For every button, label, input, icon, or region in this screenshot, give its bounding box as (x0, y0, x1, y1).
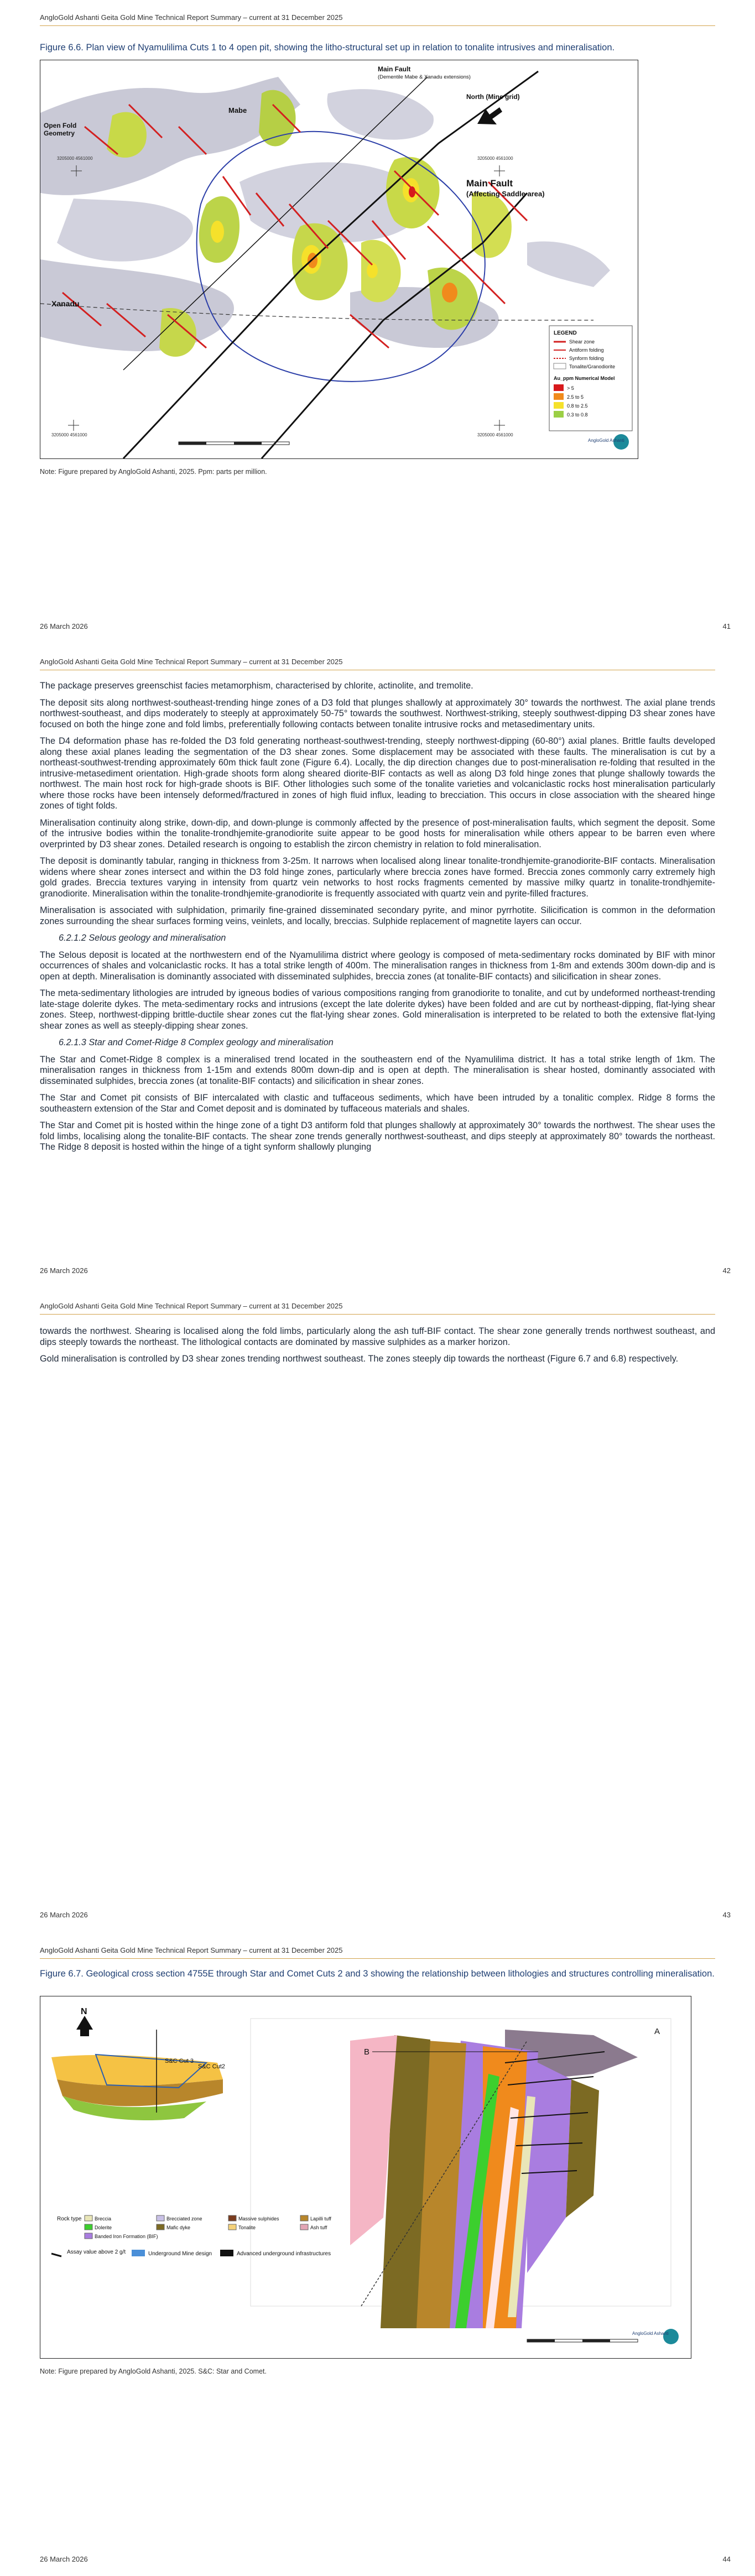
page-42 (0, 644, 755, 1289)
figure-note: Note: Figure prepared by AngloGold Ashanti, 2025. S&C: Star and Comet. (40, 2368, 267, 2375)
label-open-fold-1: Open Fold (44, 122, 77, 129)
label-open-fold-2: Geometry (44, 129, 75, 137)
legend-item: Shear zone (569, 339, 595, 345)
rock-swatch (85, 2233, 92, 2239)
map-graphic (40, 60, 638, 458)
rock-label: Lapilli tuff (310, 2216, 331, 2222)
label-main-fault-top: Main Fault (378, 65, 411, 73)
rock-label: Banded Iron Formation (BIF) (95, 2234, 158, 2239)
rock-label: Brecciated zone (166, 2216, 202, 2222)
label-main-fault-right: Main Fault (466, 178, 513, 189)
grade-label: 0.8 to 2.5 (567, 403, 588, 409)
paragraph: The Star and Comet pit consists of BIF intercalated with clastic and tuffaceous sediments, which have been intruded by a tonalitic complex. Ridge 8 forms the southeastern extension of the Star and Comet deposit and is dominated by tuffaceous materials and shales. (40, 1093, 715, 1114)
paragraph: Gold mineralisation is controlled by D3 shear zones trending northwest southeast. The zones steeply dip towards the northeast (Figure 6.7 and 6.8) respectively. (40, 1354, 679, 1364)
coord-label: 3205000 4561000 (57, 156, 93, 161)
figure-caption: Figure 6.7. Geological cross section 4755E through Star and Comet Cuts 2 and 3 showing the relationship between lithologies and structures controlling mineralisation. (40, 1969, 715, 1979)
rock-swatch (157, 2215, 164, 2221)
coord-label: 3205000 4561000 (477, 432, 513, 437)
label-sc-cut2: S&C Cut2 (198, 2063, 225, 2070)
page-header: AngloGold Ashanti Geita Gold Mine Technical Report Summary – current at 31 December 2025 (40, 1302, 343, 1310)
rock-label: Massive sulphides (238, 2216, 279, 2222)
paragraph: The meta-sedimentary lithologies are intruded by igneous bodies of various compositions ranging from granodiorite to tonalite, and cut by undeformed northeast-trending late-stage dolerite dykes. The meta-sedimentary rocks and intrusions (except the late dolerite dykes) have been folded and are cut by northeast-dipping, flat-lying shear zones. Steep, northwest-dipping brittle-ductile shear zones cut the flat-lying shear zones. Gold mineralisation is interpreted to be related to both the extensive flat-lying shear zones as well as steeply-dipping shear zones. (40, 988, 715, 1031)
figure-note: Note: Figure prepared by AngloGold Ashanti, 2025. Ppm: parts per million. (40, 468, 267, 476)
label-north-n: N (81, 2007, 87, 2016)
legend-ug-mine: Underground Mine design (148, 2251, 212, 2257)
page-header: AngloGold Ashanti Geita Gold Mine Technical Report Summary – current at 31 December 2025 (40, 658, 343, 666)
rock-swatch (85, 2215, 92, 2221)
plan-view-map (40, 60, 638, 459)
rock-swatch (228, 2215, 236, 2221)
grade-swatch (554, 393, 564, 400)
label-b: B (364, 2047, 370, 2057)
cross-section-figure (40, 1996, 691, 2359)
label-mabe: Mabe (228, 106, 247, 114)
header-rule (40, 25, 715, 26)
logo-text: AngloGold Ashanti (632, 2331, 669, 2336)
rock-label: Tonalite (238, 2225, 256, 2230)
legend-model-title: Au_ppm Numerical Model (554, 376, 615, 381)
label-a: A (654, 2027, 660, 2036)
paragraph: The D4 deformation phase has re-folded the D3 fold generating northeast-southwest-trending, steeply northwest-dipping (60-80°) axial planes. Brittle faults developed along these axial planes leading the segmentation of the D3 shear zones. Some displacement may be associated with these faults. The mineralisation is cut by a northeast-southwest-trending approximately 60m thick fault zone (Figure 6.4). Locally, the dip direction changes due to post-mineralisation re-folding that resulted in the intrusive-metasediment orientation. High-grade shoots form along sheared diorite-BIF contacts as well as along D3 fold hinge zones that plunge shallowly towards the northwest. The main host rock for high-grade shoots is BIF. Other lithologies such some of the tonalite varieties and volcaniclastic rocks host mineralisation particularly where those rocks have been intensely deformed/fractured in zones of high fluid influx, leading to brecciation. This occurs in close association with the sheared hinge zones of tight folds. (40, 736, 715, 811)
page-header: AngloGold Ashanti Geita Gold Mine Technical Report Summary – current at 31 December 2025 (40, 1946, 343, 1954)
rock-label: Ash tuff (310, 2225, 327, 2230)
header-rule (40, 1958, 715, 1959)
paragraph: towards the northwest. Shearing is localised along the fold limbs, particularly along the ash tuff-BIF contact. The shear zone generally trends northwest southeast, and dips steeply towards the northeast. The lithological contacts are dominated by massive sulphides as a marker horizon. (40, 1326, 715, 1347)
page-number: 44 (722, 2555, 731, 2563)
page-41 (0, 0, 755, 644)
grade-swatch (554, 384, 564, 391)
paragraph: The deposit sits along northwest-southeast-trending hinge zones of a D3 fold that plunges shallowly at approximately 30° towards the northwest. The axial plane trends northwest-southeast, and dips moderately to steeply at approximately 50-75° towards the southwest. Northwest-striking, steeply southwest-dipping D3 shear zones have focused on both the hinge zone and fold limbs, preferentially following contacts between tonalite intrusive rocks and metasedimentary units. (40, 697, 715, 729)
rock-swatch (85, 2224, 92, 2230)
rock-swatch (300, 2224, 308, 2230)
legend-advanced: Advanced underground infrastructures (237, 2251, 331, 2257)
paragraph: Mineralisation continuity along strike, down-dip, and down-plunge is commonly affected by the presence of post-mineralisation faults, which segment the deposit. Some of the intrusive bodies within the tonalite-trondhjemite-granodiorite suite appear to be good hosts for mineralisation while others appear to be barren even where overprinted by D3 shear zones. Detailed research is ongoing to establish the zircon chemistry in relation to fold mineralisation. (40, 817, 715, 849)
footer-date: 26 March 2026 (40, 1266, 88, 1275)
paragraph: Mineralisation is associated with sulphidation, primarily fine-grained disseminated secondary pyrite, and minor pyrrhotite. Silicification is common in the deformation zones surrounding the shear surfaces forming veins, veinlets, and locally, breccias. Sulphide replacement of magnetite layers can occur. (40, 905, 715, 926)
page-43 (0, 1289, 755, 1933)
rock-label: Breccia (95, 2216, 112, 2222)
footer-date: 26 March 2026 (40, 1911, 88, 1919)
grade-swatch (554, 402, 564, 409)
figure-caption: Figure 6.6. Plan view of Nyamulilima Cuts 1 to 4 open pit, showing the litho-structural set up in relation to tonalite intrusives and mineralisation. (40, 43, 615, 53)
footer-date: 26 March 2026 (40, 622, 88, 630)
paragraph: The deposit is dominantly tabular, ranging in thickness from 3-25m. It narrows when localised along linear tonalite-trondhjemite-granodiorite-BIF contacts. Mineralisation widens where shear zones intersect and within the D3 fold hinge zones, particularly where breccia zones have formed. Breccia zones commonly carry extremely high gold grades. Breccia textures varying in intensity from quartz vein networks to host rocks fragments cemented by massive milky quartz in tonalite-trondhjemite-granodiorite. Mineralisation within the tonalite-trondhjemite-granodiorite is frequently associated with quartz vein and pyrite-filled fractures. (40, 856, 715, 899)
header-rule (40, 1314, 715, 1315)
coord-label: 3205000 4561000 (477, 156, 513, 161)
rock-swatch (228, 2224, 236, 2230)
paragraph: The package preserves greenschist facies metamorphism, characterised by chlorite, actinolite, and tremolite. (40, 681, 473, 691)
map-legend (549, 326, 632, 431)
legend-item: Antiform folding (569, 347, 604, 353)
subheading-star-comet: 6.2.1.3 Star and Comet-Ridge 8 Complex geology and mineralisation (59, 1037, 334, 1047)
label-xanadu: Xanadu (51, 299, 80, 308)
paragraph: The Star and Comet pit is hosted within the hinge zone of a tight D3 antiform fold that plunges shallowly at approximately 30° towards the northwest. The shear uses the fold limbs, localising along the tonalite-BIF contacts. The shear zone trends generally northwest-southeast, and dips steeply at approximately 80° towards the northeast. The Ridge 8 deposit is hosted within the hinge of a tight synform shallowly plunging (40, 1120, 715, 1152)
legend-title: Rock type (57, 2216, 82, 2222)
logo-text: AngloGold Ashanti (588, 438, 624, 443)
label-main-fault-top-sub: (Dementile Mabe & Xanadu extensions) (378, 74, 471, 80)
paragraph: The Selous deposit is located at the northwestern end of the Nyamulilima district where geology is composed of meta-sedimentary rocks dominated by BIF with minor occurrences of shales and volcaniclastic rocks. It has a total strike length of 400m. The mineralisation ranges in thickness from 1-8m and extends 300m down-dip and is open at depth. Mineralisation is dominantly associated with disseminated sulphides, breccia zones (at tonalite-BIF contacts) and silicification in shear zones. (40, 950, 715, 982)
rock-label: Dolerite (95, 2225, 112, 2230)
grade-label: 0.3 to 0.8 (567, 412, 588, 418)
grade-label: 2.5 to 5 (567, 394, 584, 400)
rock-swatch (157, 2224, 164, 2230)
coord-label: 3205000 4561000 (51, 432, 87, 437)
legend-item: Tonalite/Granodiorite (569, 364, 616, 369)
page-number: 41 (722, 622, 731, 630)
body-text (40, 1326, 715, 1371)
page-44 (0, 1933, 755, 2576)
legend-assay: Assay value above 2 g/t (67, 2249, 126, 2255)
label-main-fault-right-sub: (Affecting Saddle area) (466, 190, 545, 198)
page-header: AngloGold Ashanti Geita Gold Mine Technical Report Summary – current at 31 December 2025 (40, 13, 343, 22)
footer-date: 26 March 2026 (40, 2555, 88, 2563)
grade-swatch (554, 411, 564, 418)
subheading-selous: 6.2.1.2 Selous geology and mineralisation (59, 933, 226, 943)
legend-item: Synform folding (569, 356, 604, 361)
paragraph: The Star and Comet-Ridge 8 complex is a mineralised trend located in the southeastern end of the Nyamulilima district. It has a total strike length of 1km. The mineralisation ranges in thickness from 1-15m and extends 800m down-dip and is open at depth. The mineralisation is shear hosted, dominantly associated with disseminated sulphides, breccia zones (at tonalite-BIF contacts) and silicification in shear zones. (40, 1054, 715, 1086)
legend-title: LEGEND (554, 330, 577, 336)
page-number: 43 (722, 1911, 731, 1919)
label-north: North (Mine grid) (466, 93, 520, 101)
rock-label: Mafic dyke (166, 2225, 191, 2230)
cross-section-graphic (40, 1996, 691, 2358)
rock-swatch (300, 2215, 308, 2221)
label-sc-cut3: S&C Cut 3 (165, 2058, 194, 2064)
grade-label: > 5 (567, 385, 574, 391)
page-number: 42 (722, 1266, 731, 1275)
body-text (40, 681, 715, 1159)
